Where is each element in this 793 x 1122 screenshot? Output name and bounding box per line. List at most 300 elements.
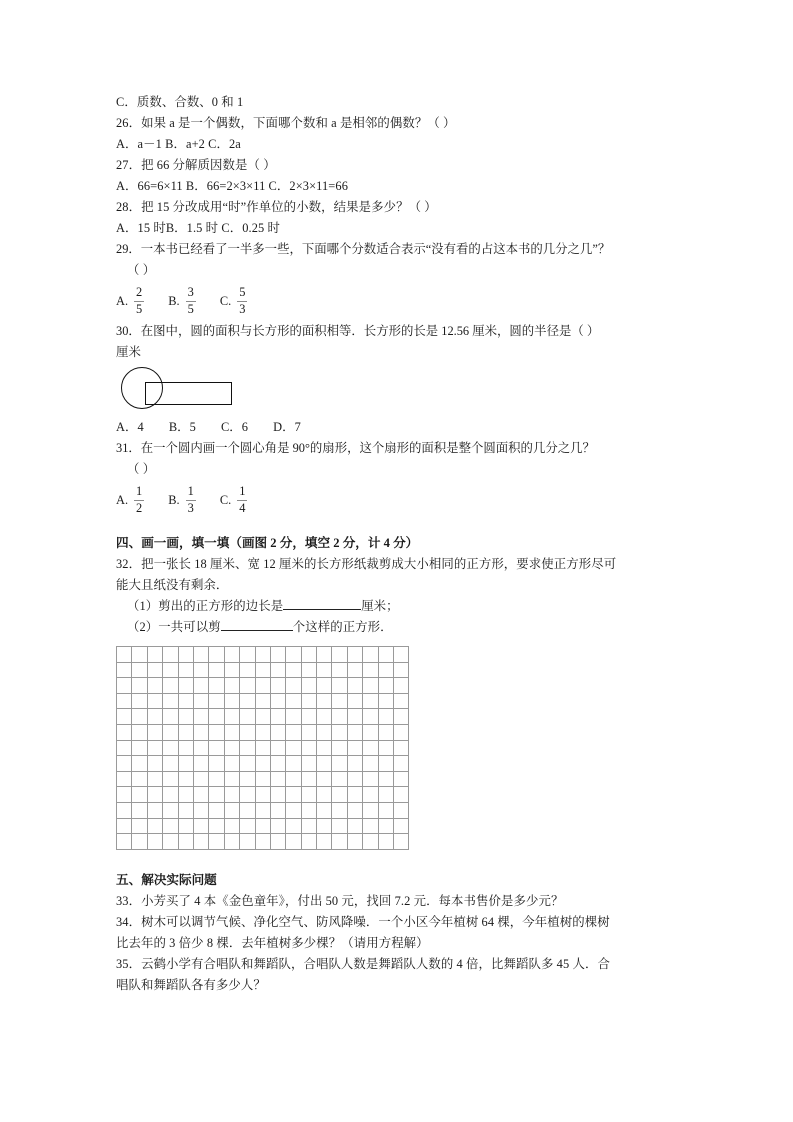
grid-cell[interactable] (193, 787, 208, 803)
grid-cell[interactable] (317, 678, 332, 694)
grid-cell[interactable] (317, 787, 332, 803)
grid-cell[interactable] (332, 647, 347, 663)
grid-cell[interactable] (147, 662, 162, 678)
grid-cell[interactable] (193, 818, 208, 834)
grid-cell[interactable] (394, 756, 409, 772)
grid-cell[interactable] (209, 740, 224, 756)
grid-cell[interactable] (270, 647, 285, 663)
grid-cell[interactable] (163, 771, 178, 787)
grid-cell[interactable] (378, 647, 393, 663)
grid-cell[interactable] (163, 756, 178, 772)
grid-cell[interactable] (163, 724, 178, 740)
grid-cell[interactable] (378, 678, 393, 694)
grid-cell[interactable] (132, 740, 147, 756)
grid-cell[interactable] (117, 787, 132, 803)
grid-cell[interactable] (363, 647, 378, 663)
grid-cell[interactable] (240, 771, 255, 787)
drawing-grid-wrapper (116, 646, 680, 850)
grid-cell[interactable] (332, 818, 347, 834)
grid-cell[interactable] (301, 740, 316, 756)
grid-cell[interactable] (301, 787, 316, 803)
grid-cell[interactable] (178, 740, 193, 756)
grid-cell[interactable] (378, 693, 393, 709)
fraction-denominator: 3 (239, 301, 246, 316)
fraction-denominator: 3 (187, 500, 194, 515)
grid-cell[interactable] (301, 709, 316, 725)
grid-cell[interactable] (332, 662, 347, 678)
grid-cell[interactable] (317, 709, 332, 725)
grid-cell[interactable] (240, 740, 255, 756)
grid-cell[interactable] (132, 647, 147, 663)
grid-cell[interactable] (332, 756, 347, 772)
grid-cell[interactable] (178, 834, 193, 850)
grid-cell[interactable] (394, 802, 409, 818)
grid-cell[interactable] (394, 709, 409, 725)
grid-cell[interactable] (224, 693, 239, 709)
grid-cell[interactable] (163, 662, 178, 678)
grid-cell[interactable] (147, 771, 162, 787)
grid-cell[interactable] (209, 693, 224, 709)
question-31-options (116, 480, 680, 520)
grid-cell[interactable] (332, 802, 347, 818)
grid-row (117, 802, 409, 818)
grid-cell[interactable] (193, 756, 208, 772)
grid-cell[interactable] (147, 647, 162, 663)
grid-cell[interactable] (394, 647, 409, 663)
answer-blank-2[interactable] (221, 630, 293, 631)
grid-cell[interactable] (363, 802, 378, 818)
grid-cell[interactable] (270, 756, 285, 772)
grid-cell[interactable] (332, 709, 347, 725)
grid-cell[interactable] (147, 756, 162, 772)
fraction-numerator: 1 (136, 484, 143, 499)
question-31-option-c (220, 485, 248, 514)
grid-cell[interactable] (332, 740, 347, 756)
grid-cell[interactable] (163, 740, 178, 756)
grid-cell[interactable] (332, 724, 347, 740)
grid-cell[interactable] (240, 724, 255, 740)
grid-cell[interactable] (132, 693, 147, 709)
grid-cell[interactable] (332, 678, 347, 694)
grid-cell[interactable] (240, 709, 255, 725)
grid-cell[interactable] (270, 709, 285, 725)
grid-cell[interactable] (132, 818, 147, 834)
grid-cell[interactable] (255, 771, 270, 787)
grid-cell[interactable] (193, 834, 208, 850)
question-31-stem: 31．在一个圆内画一个圆心角是 90°的扇形，这个扇形的面积是整个圆面积的几分之几？ (116, 441, 595, 455)
grid-cell[interactable] (178, 818, 193, 834)
grid-cell[interactable] (286, 834, 301, 850)
fraction (186, 485, 196, 514)
grid-cell[interactable] (363, 740, 378, 756)
grid-cell[interactable] (117, 818, 132, 834)
page-content (116, 92, 680, 996)
grid-cell[interactable] (394, 771, 409, 787)
question-27-options: A．66=6×11 B．66=2×3×11 C．2×3×11=66 (116, 179, 348, 193)
grid-cell[interactable] (347, 678, 362, 694)
grid-cell[interactable] (378, 771, 393, 787)
question-28-options: A．15 时B．1.5 时 C．0.25 时 (116, 221, 280, 235)
grid-cell[interactable] (394, 724, 409, 740)
grid-cell[interactable] (255, 662, 270, 678)
grid-cell[interactable] (117, 678, 132, 694)
grid-cell[interactable] (394, 818, 409, 834)
grid-cell[interactable] (378, 818, 393, 834)
fraction-numerator: 1 (239, 484, 246, 499)
grid-row (117, 818, 409, 834)
grid-cell[interactable] (147, 802, 162, 818)
grid-cell[interactable] (317, 693, 332, 709)
grid-cell[interactable] (363, 678, 378, 694)
grid-cell[interactable] (286, 787, 301, 803)
grid-cell[interactable] (209, 756, 224, 772)
grid-cell[interactable] (193, 678, 208, 694)
question-26-stem: 26．如果 a 是一个偶数，下面哪个数和 a 是相邻的偶数？（ ） (116, 116, 456, 130)
grid-cell[interactable] (178, 709, 193, 725)
grid-cell[interactable] (347, 771, 362, 787)
grid-cell[interactable] (347, 647, 362, 663)
grid-cell[interactable] (378, 662, 393, 678)
blank-2-prefix: （2）一共可以剪 (127, 620, 221, 634)
grid-cell[interactable] (178, 662, 193, 678)
grid-cell[interactable] (147, 740, 162, 756)
grid-cell[interactable] (363, 693, 378, 709)
option-label: A. (116, 293, 129, 308)
question-35-line-1: 35．云鹤小学有合唱队和舞蹈队，合唱队人数是舞蹈队人数的 4 倍，比舞蹈队多 45 人．合 (116, 956, 610, 971)
grid-cell[interactable] (193, 647, 208, 663)
grid-cell[interactable] (240, 756, 255, 772)
grid-cell[interactable] (117, 740, 132, 756)
grid-cell[interactable] (224, 771, 239, 787)
grid-cell[interactable] (286, 818, 301, 834)
option-label: C. (219, 492, 232, 507)
grid-cell[interactable] (117, 834, 132, 850)
grid-cell[interactable] (286, 802, 301, 818)
grid-cell[interactable] (255, 709, 270, 725)
grid-cell[interactable] (193, 693, 208, 709)
grid-cell[interactable] (363, 709, 378, 725)
grid-cell[interactable] (255, 693, 270, 709)
grid-cell[interactable] (270, 693, 285, 709)
option-label: A. (116, 492, 129, 507)
grid-row (117, 834, 409, 850)
grid-cell[interactable] (347, 802, 362, 818)
grid-cell[interactable] (178, 693, 193, 709)
grid-cell[interactable] (178, 771, 193, 787)
grid-cell[interactable] (224, 647, 239, 663)
grid-cell[interactable] (317, 818, 332, 834)
grid-cell[interactable] (178, 787, 193, 803)
grid-cell[interactable] (270, 678, 285, 694)
fraction-denominator: 5 (136, 301, 143, 316)
grid-cell[interactable] (270, 662, 285, 678)
fraction (134, 286, 144, 315)
grid-cell[interactable] (378, 756, 393, 772)
grid-cell[interactable] (270, 787, 285, 803)
grid-cell[interactable] (132, 771, 147, 787)
grid-cell[interactable] (301, 693, 316, 709)
option-label: B. (168, 293, 180, 308)
grid-cell[interactable] (394, 693, 409, 709)
question-32-stem-line1: 32．把一张长 18 厘米、宽 12 厘米的长方形纸裁剪成大小相同的正方形，要求使正方形尽可 (116, 557, 617, 571)
grid-row (117, 709, 409, 725)
grid-cell[interactable] (193, 724, 208, 740)
drawing-grid[interactable] (116, 646, 409, 850)
question-30-stem-continued: 厘米 (116, 345, 141, 359)
grid-cell[interactable] (132, 834, 147, 850)
grid-cell[interactable] (378, 724, 393, 740)
grid-cell[interactable] (347, 834, 362, 850)
carryover-option-c: C．质数、合数、0 和 1 (116, 95, 244, 109)
grid-cell[interactable] (224, 787, 239, 803)
grid-cell[interactable] (209, 771, 224, 787)
grid-cell[interactable] (378, 740, 393, 756)
grid-cell[interactable] (209, 662, 224, 678)
fraction-numerator: 1 (187, 484, 194, 499)
grid-cell[interactable] (117, 647, 132, 663)
grid-cell[interactable] (240, 693, 255, 709)
grid-cell[interactable] (132, 802, 147, 818)
grid-cell[interactable] (286, 756, 301, 772)
grid-cell[interactable] (117, 756, 132, 772)
grid-cell[interactable] (178, 647, 193, 663)
option-label: B. (168, 492, 180, 507)
grid-cell[interactable] (286, 662, 301, 678)
grid-cell[interactable] (317, 724, 332, 740)
blank-2-suffix: 个这样的正方形． (292, 620, 393, 634)
grid-cell[interactable] (224, 802, 239, 818)
grid-cell[interactable] (240, 647, 255, 663)
circle-and-rectangle-diagram (116, 365, 416, 417)
grid-cell[interactable] (163, 693, 178, 709)
grid-cell[interactable] (301, 647, 316, 663)
grid-cell[interactable] (147, 678, 162, 694)
grid-cell[interactable] (178, 678, 193, 694)
question-29-option-c (220, 286, 248, 315)
answer-blank-1[interactable] (283, 609, 361, 610)
grid-cell[interactable] (224, 662, 239, 678)
grid-cell[interactable] (193, 802, 208, 818)
grid-cell[interactable] (163, 802, 178, 818)
grid-cell[interactable] (394, 834, 409, 850)
grid-cell[interactable] (209, 802, 224, 818)
grid-cell[interactable] (301, 771, 316, 787)
grid-cell[interactable] (193, 709, 208, 725)
grid-cell[interactable] (132, 724, 147, 740)
grid-cell[interactable] (240, 802, 255, 818)
grid-cell[interactable] (347, 740, 362, 756)
grid-cell[interactable] (301, 662, 316, 678)
grid-cell[interactable] (147, 693, 162, 709)
grid-cell[interactable] (363, 771, 378, 787)
fraction-numerator: 5 (239, 285, 246, 300)
grid-cell[interactable] (255, 756, 270, 772)
grid-cell[interactable] (255, 787, 270, 803)
grid-cell[interactable] (224, 834, 239, 850)
grid-cell[interactable] (117, 802, 132, 818)
grid-cell[interactable] (193, 662, 208, 678)
grid-cell[interactable] (317, 756, 332, 772)
grid-cell[interactable] (286, 693, 301, 709)
grid-cell[interactable] (270, 834, 285, 850)
grid-cell[interactable] (347, 787, 362, 803)
grid-cell[interactable] (378, 802, 393, 818)
grid-row (117, 771, 409, 787)
grid-cell[interactable] (224, 678, 239, 694)
grid-cell[interactable] (209, 709, 224, 725)
grid-cell[interactable] (270, 724, 285, 740)
grid-cell[interactable] (347, 818, 362, 834)
grid-cell[interactable] (240, 834, 255, 850)
grid-cell[interactable] (209, 834, 224, 850)
grid-cell[interactable] (317, 771, 332, 787)
grid-cell[interactable] (363, 834, 378, 850)
grid-cell[interactable] (301, 724, 316, 740)
question-27-stem: 27．把 66 分解质因数是（ ） (116, 158, 276, 172)
grid-row (117, 787, 409, 803)
grid-cell[interactable] (301, 818, 316, 834)
grid-cell[interactable] (209, 724, 224, 740)
grid-cell[interactable] (347, 756, 362, 772)
grid-cell[interactable] (255, 818, 270, 834)
grid-cell[interactable] (178, 756, 193, 772)
grid-cell[interactable] (317, 834, 332, 850)
grid-cell[interactable] (347, 693, 362, 709)
section-four-heading: 四、画一画，填一填（画图 2 分，填空 2 分，计 4 分） (116, 536, 419, 550)
question-32-blank-1 (116, 596, 680, 617)
grid-cell[interactable] (286, 709, 301, 725)
fraction (237, 286, 247, 315)
grid-cell[interactable] (163, 709, 178, 725)
grid-cell[interactable] (347, 662, 362, 678)
grid-cell[interactable] (317, 662, 332, 678)
grid-cell[interactable] (363, 756, 378, 772)
grid-cell[interactable] (224, 818, 239, 834)
grid-cell[interactable] (224, 724, 239, 740)
grid-cell[interactable] (301, 678, 316, 694)
question-34-line-1: 34．树木可以调节气候、净化空气、防风降噪．一个小区今年植树 64 棵，今年植树的棵树 (116, 914, 610, 929)
grid-cell[interactable] (224, 740, 239, 756)
grid-cell[interactable] (255, 724, 270, 740)
grid-cell[interactable] (286, 771, 301, 787)
question-35-line-2: 唱队和舞蹈队各有多少人？ (116, 977, 266, 992)
grid-cell[interactable] (147, 724, 162, 740)
grid-cell[interactable] (270, 802, 285, 818)
grid-cell[interactable] (178, 724, 193, 740)
grid-cell[interactable] (394, 787, 409, 803)
grid-cell[interactable] (363, 787, 378, 803)
grid-cell[interactable] (240, 678, 255, 694)
grid-cell[interactable] (209, 787, 224, 803)
grid-cell[interactable] (317, 647, 332, 663)
grid-cell[interactable] (394, 678, 409, 694)
grid-cell[interactable] (394, 740, 409, 756)
grid-cell[interactable] (132, 756, 147, 772)
grid-cell[interactable] (240, 662, 255, 678)
grid-cell[interactable] (332, 787, 347, 803)
grid-cell[interactable] (363, 724, 378, 740)
grid-cell[interactable] (147, 709, 162, 725)
grid-cell[interactable] (209, 818, 224, 834)
grid-cell[interactable] (209, 678, 224, 694)
grid-cell[interactable] (163, 787, 178, 803)
grid-cell[interactable] (255, 647, 270, 663)
grid-cell[interactable] (286, 647, 301, 663)
grid-cell[interactable] (240, 787, 255, 803)
grid-cell[interactable] (301, 756, 316, 772)
grid-cell[interactable] (147, 787, 162, 803)
grid-cell[interactable] (286, 678, 301, 694)
grid-cell[interactable] (147, 834, 162, 850)
grid-cell[interactable] (363, 662, 378, 678)
grid-cell[interactable] (286, 740, 301, 756)
grid-cell[interactable] (193, 740, 208, 756)
grid-cell[interactable] (270, 740, 285, 756)
question-26-options: A．a－1 B．a+2 C．2a (116, 137, 241, 151)
grid-cell[interactable] (132, 678, 147, 694)
grid-cell[interactable] (224, 756, 239, 772)
grid-cell[interactable] (147, 818, 162, 834)
grid-cell[interactable] (255, 740, 270, 756)
grid-cell[interactable] (163, 678, 178, 694)
grid-cell[interactable] (363, 818, 378, 834)
grid-cell[interactable] (347, 709, 362, 725)
grid-cell[interactable] (132, 662, 147, 678)
grid-cell[interactable] (317, 740, 332, 756)
grid-cell[interactable] (240, 818, 255, 834)
grid-cell[interactable] (132, 709, 147, 725)
grid-cell[interactable] (163, 818, 178, 834)
fraction-denominator: 2 (136, 500, 143, 515)
grid-cell[interactable] (117, 693, 132, 709)
question-30-stem: 30．在图中，圆的面积与长方形的面积相等．长方形的长是 12.56 厘米，圆的半径是（ ） (116, 324, 600, 338)
fraction (186, 286, 196, 315)
grid-cell[interactable] (163, 834, 178, 850)
grid-cell[interactable] (163, 647, 178, 663)
grid-cell[interactable] (270, 818, 285, 834)
grid-cell[interactable] (347, 724, 362, 740)
grid-cell[interactable] (286, 724, 301, 740)
grid-cell[interactable] (332, 693, 347, 709)
grid-cell[interactable] (317, 802, 332, 818)
question-29-options (116, 281, 680, 321)
grid-row (117, 724, 409, 740)
grid-cell[interactable] (270, 771, 285, 787)
grid-cell[interactable] (332, 771, 347, 787)
grid-cell[interactable] (301, 802, 316, 818)
grid-cell[interactable] (117, 771, 132, 787)
grid-cell[interactable] (117, 662, 132, 678)
grid-cell[interactable] (224, 709, 239, 725)
grid-cell[interactable] (378, 787, 393, 803)
grid-cell[interactable] (255, 678, 270, 694)
grid-cell[interactable] (178, 802, 193, 818)
grid-cell[interactable] (378, 834, 393, 850)
grid-cell[interactable] (394, 662, 409, 678)
grid-cell[interactable] (193, 771, 208, 787)
grid-cell[interactable] (132, 787, 147, 803)
grid-cell[interactable] (209, 647, 224, 663)
grid-cell[interactable] (378, 709, 393, 725)
grid-cell[interactable] (117, 709, 132, 725)
grid-cell[interactable] (301, 834, 316, 850)
question-34-line-2: 比去年的 3 倍少 8 棵．去年植树多少棵？（请用方程解） (116, 935, 429, 950)
grid-cell[interactable] (332, 834, 347, 850)
diagram-rectangle (145, 382, 232, 405)
grid-cell[interactable] (255, 834, 270, 850)
grid-cell[interactable] (255, 802, 270, 818)
grid-cell[interactable] (117, 724, 132, 740)
